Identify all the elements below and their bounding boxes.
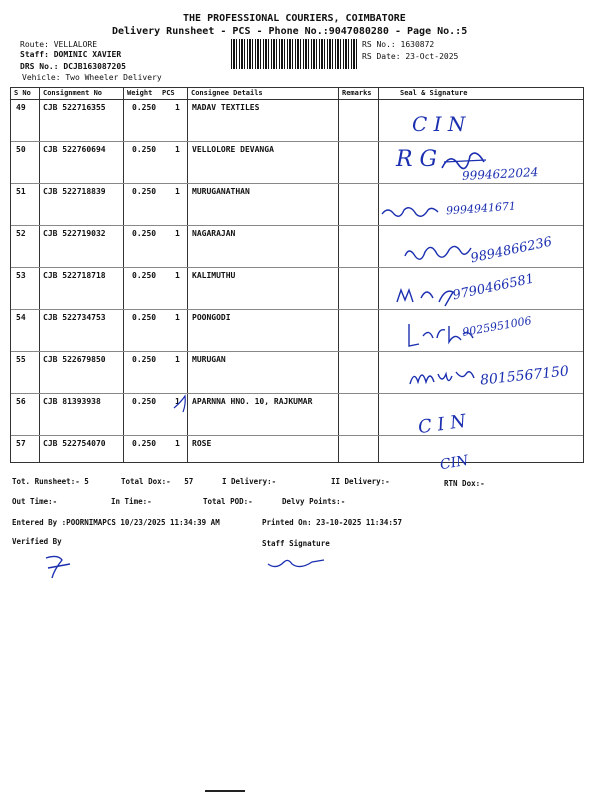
sno-cell: 49	[16, 103, 26, 112]
weight-cell: 0.250	[132, 271, 157, 280]
pcs-cell: 1	[175, 271, 180, 280]
pcs-cell: 1	[175, 313, 180, 322]
rs-number: RS No.: 1630872	[362, 40, 435, 49]
consignee-cell: ROSE	[192, 439, 212, 448]
consignee-cell: MURUGANATHAN	[192, 187, 250, 196]
handwritten-signature-footer: CIN	[438, 452, 470, 474]
barcode	[231, 39, 359, 69]
consignee-cell: POONGODI	[192, 313, 231, 322]
sno-cell: 52	[16, 229, 26, 238]
total-pod: Total POD:-	[203, 497, 253, 506]
printed-on: Printed On: 23-10-2025 11:34:57	[262, 518, 402, 527]
consignee-cell: NAGARAJAN	[192, 229, 236, 238]
handwritten-phone-row51: 9994941671	[445, 199, 517, 218]
vehicle-label: Vehicle: Two Wheeler Delivery	[22, 73, 162, 82]
runsheet-table	[10, 87, 584, 463]
weight-cell: 0.250	[132, 103, 157, 112]
handwritten-name-row52	[403, 240, 473, 266]
pcs-cell: 1	[175, 145, 180, 154]
col-sno: S No	[14, 89, 31, 97]
weight-cell: 0.250	[132, 355, 157, 364]
in-time: In Time:-	[111, 497, 152, 506]
total-dox: Total Dox:- 57	[121, 477, 194, 486]
sno-cell: 54	[16, 313, 26, 322]
col-consignee: Consignee Details	[191, 89, 263, 97]
route-label: Route: VELLALORE	[20, 40, 98, 49]
handwritten-signature-row50: R G	[396, 147, 438, 172]
handwritten-name-row51	[380, 200, 440, 224]
weight-cell: 0.250	[132, 397, 157, 406]
handwritten-tick-mark	[171, 388, 195, 414]
scan-artifact	[205, 790, 245, 792]
consignment-cell: CJB 522754070	[43, 439, 106, 448]
consignment-cell: CJB 522719032	[43, 229, 106, 238]
consignee-cell: VELLOLORE DEVANGA	[192, 145, 274, 154]
handwritten-name-row55	[408, 362, 478, 388]
pcs-cell: 1	[175, 103, 180, 112]
weight-cell: 0.250	[132, 229, 157, 238]
weight-cell: 0.250	[132, 145, 157, 154]
pcs-cell: 1	[175, 187, 180, 196]
sno-cell: 56	[16, 397, 26, 406]
weight-cell: 0.250	[132, 313, 157, 322]
staff-signature-label: Staff Signature	[262, 539, 330, 548]
col-remarks: Remarks	[342, 89, 372, 97]
consignee-cell: MURUGAN	[192, 355, 226, 364]
drs-number: DRS No.: DCJB163087205	[20, 62, 126, 71]
consignment-cell: CJB 522760694	[43, 145, 106, 154]
consignment-cell: CJB 522679850	[43, 355, 106, 364]
handwritten-phone-row50: 9994622024	[461, 165, 539, 183]
col-weight: Weight	[127, 89, 153, 97]
col-pcs: PCS	[162, 89, 175, 97]
runsheet-subtitle: Delivery Runsheet - PCS - Phone No.:9047080280 - Page No.:5	[112, 26, 468, 37]
col-consignment: Consignment No	[43, 89, 103, 97]
pcs-cell: 1	[175, 229, 180, 238]
consignee-cell: KALIMUTHU	[192, 271, 236, 280]
out-time: Out Time:-	[12, 497, 58, 506]
handwritten-phone-row53: 9790466581	[451, 271, 536, 304]
rs-date: RS Date: 23-Oct-2025	[362, 52, 459, 61]
i-delivery: I Delivery:-	[222, 477, 277, 486]
weight-cell: 0.250	[132, 187, 157, 196]
consignment-cell: CJB 81393938	[43, 397, 101, 406]
handwritten-phone-row54: 9025951006	[461, 314, 533, 339]
sno-cell: 50	[16, 145, 26, 154]
handwritten-phone-row52: 9894866236	[469, 234, 554, 267]
verified-by-label: Verified By	[12, 537, 62, 546]
company-name: THE PROFESSIONAL COURIERS, COIMBATORE	[183, 13, 406, 24]
tot-runsheet: Tot. Runsheet:- 5	[12, 477, 89, 486]
entered-by: Entered By :POORNIMAPCS 10/23/2025 11:34:39 AM	[12, 518, 220, 527]
handwritten-signature-row49: C I N	[412, 112, 466, 136]
pcs-cell: 1	[175, 439, 180, 448]
delvy-points: Delvy Points:-	[282, 497, 346, 506]
sno-cell: 51	[16, 187, 26, 196]
rtn-dox: RTN Dox:-	[444, 479, 485, 488]
handwritten-signature-row57: C I N	[416, 410, 468, 439]
sno-cell: 55	[16, 355, 26, 364]
ii-delivery: II Delivery:-	[331, 477, 390, 486]
verified-signature-mark	[40, 550, 76, 580]
pcs-cell: 1	[175, 397, 180, 406]
staff-label: Staff: DOMINIC XAVIER	[20, 50, 122, 59]
weight-cell: 0.250	[132, 439, 157, 448]
consignment-cell: CJB 522734753	[43, 313, 106, 322]
consignee-cell: APARNNA HNO. 10, RAJKUMAR	[192, 397, 313, 406]
consignment-cell: CJB 522716355	[43, 103, 106, 112]
consignee-cell: MADAV TEXTILES	[192, 103, 260, 112]
pcs-cell: 1	[175, 355, 180, 364]
staff-signature-mark	[266, 552, 326, 572]
handwritten-phone-row55: 8015567150	[479, 363, 570, 389]
col-seal-signature: Seal & Signature	[400, 89, 468, 97]
consignment-cell: CJB 522718718	[43, 271, 106, 280]
sno-cell: 57	[16, 439, 26, 448]
sno-cell: 53	[16, 271, 26, 280]
consignment-cell: CJB 522718839	[43, 187, 106, 196]
